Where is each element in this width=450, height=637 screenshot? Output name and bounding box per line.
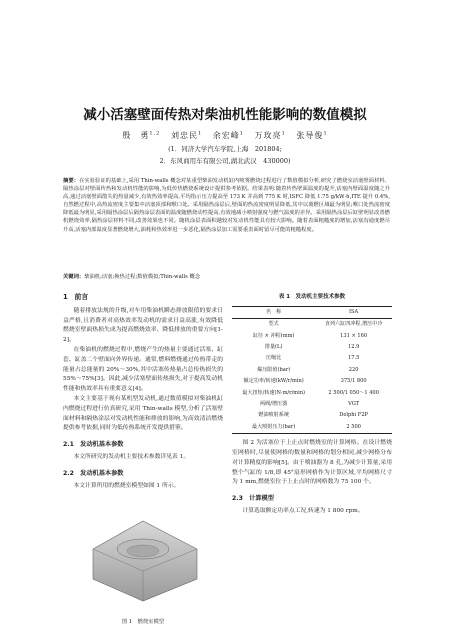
right-column [232,293,392,517]
section-2-1-text: 本文所研究的发动机主要技术参数详见表 1。 [73,453,190,460]
author-2: 刘忠民$^1$ [170,130,203,140]
table-row: 爆压限值(bar) 220 [257,366,359,373]
abstract [63,177,390,234]
table-row: 最大扭矩/转速(N·m/r/min) 2 500/1 050～1 400 [242,389,379,396]
keywords [63,272,390,280]
table-1-title: 表 1 发动机主要技术参数 [278,294,346,300]
figure-1-caption: 图 1 燃烧室模型 [121,619,165,625]
mesh-paragraph: 图 2 为活塞位于上止点时燃烧室的计算网格。在设计燃烧室网格时,尽量使网格的数量和网格的划分相同,减少网格分布对计算精度的影响[5]。由于喷油器为 8 孔,为减少计算量,采用整个气缸的 1/8,即 45°扇形网格作为计算区域,平均网格尺寸为 1 mm,燃烧室位于上止点时的网格数为 75 100 个。 [232,440,392,486]
section-1-heading: 1 前言 [63,293,89,301]
section-2-3-text: 计算选取额定功率点工况,转速为 1 800 rpm。 [242,508,364,515]
affiliation-2: 2．东风商用车有限公司,湖北武汉 430000) [159,157,291,165]
table-header-row [232,306,392,318]
intro-paragraph-2: 在柴油机的燃烧过程中,燃烧产生的热量主要通过活塞、缸套、缸盖二个壁面向外界传递。通常,燃料燃烧通过传热带走的能量占总能量的 20%～30%,其中活塞传热量占总传热损失的 55%～75%[3]。因此,减少活塞壁面传热损失,对于提高发动机性能和热效率具有重要意义[4]。 [63,346,223,393]
affiliation-1: (1．同济大学汽车学院,上海 201804; [168,145,282,153]
author-list [0,130,450,141]
table-header-value: ISA [315,306,392,318]
intro-paragraph-1: 随着排放法规的升级,对车用柴油机瞬态排放限值的要求日益严格,且消费者对高热效率发动机的需求日益高涨,有效降低燃烧室壁面热损失成为提高燃烧效率、降低排放的重要方向[1-2]。 [63,307,223,344]
engine-parameter-table [232,306,392,434]
intro-paragraph-3: 本文主要基于现有某机型发动机,通过数值模拟对柴油机缸内燃烧过程进行仿真研究,采用 Thin-walls 模型,分析了活塞壁面材料和隔热涂层对发动机性能和排放的影响,为高效清洁燃烧提供参考依据,同时为低传热系统开发提供借鉴。 [63,395,223,432]
keywords-label: 关键词： [63,274,85,280]
section-2-2-text: 本文计算所用的燃烧室模型如图 1 所示。 [73,482,180,489]
table-row: 两阀/增压器 VGT [260,401,360,408]
table-row: 压缩比 17.5 [265,355,360,362]
table-row: 排量(L) 12.9 [264,344,360,351]
left-column [63,293,223,491]
abstract-label: 摘要： [63,178,79,184]
author-4: 万玫亮$^1$ [254,130,286,140]
author-3: 余宏峰$^1$ [212,130,244,140]
table-header-name: 名 称 [232,306,315,318]
figure-1 [63,505,223,625]
paper-title: 减小活塞壁面传热对柴油机性能影响的数值模拟 [83,107,367,123]
section-2-1-heading: 2.1 发动机基本参数 [63,441,124,449]
table-row: 最大喷射压力(bar) 2 500 [232,422,392,434]
table-row: 型式 直列六缸四冲程,增压中冷 [268,321,383,328]
combustion-chamber-model-image [85,509,203,605]
table-row: 燃油喷射系统 Delphi F2P [258,412,368,419]
author-1: 殷 勇$^{1,2}$ [122,130,161,140]
keywords-text: 柴油机;活塞;换热过程;数值模拟;Thin-walls 概念 [84,274,201,280]
table-row: 额定功率/转速(kW/r/min) 375/1 800 [243,378,367,385]
abstract-text: 在实验验证的基础上,采用 Thin-walls 概念对某重型柴油发动机缸内喷雾燃烧过程进行了数值模拟分析,研究了燃烧室活塞壁面材料、隔热涂层对壁面传热和发动机性能的影响,为低传热燃烧系统设计提供参考依据。结果表明:随着传热壁面温度的提升,活塞内壁面温度随之升高,通过活塞壁面散失的热量减少,有效热效率提高,平均指示压力提高至 173 K 并高到 775 K 时,ISFC 降低 1.75 g/kW·h,ITE 提升 0.4%,自然燃过程中,高热流密度主要集中活塞顶部和喉口处。采用隔热涂层后,壁面的热流密度明显降低,其中以离燃区域最为明显;喉口处热流密度降低最为明显,采用隔热涂层后隔热涂层表面的温度随燃烧动性提高,有效地减小喷射强度与燃气温度的差异。采用隔热涂层后缸壁明显改善燃机燃烧效率,隔热涂层材料不同,改善效果也不同。随机涂层表面积越较对发动机性能具有较大影响。随着表面粗糙度的增加,活塞沟通度燃尽升高,活塞内部温度显著燃烧增大,油耗和热效率进一步恶化,隔热涂层加工需要重表面时留尽可能的粗糙程度。 [63,178,390,233]
author-5: 张导俊$^1$ [296,130,328,140]
section-2-2-heading: 2.2 发动机基本参数 [63,469,124,477]
table-row: 缸径 × 冲程(mm) 131 × 160 [252,332,368,339]
section-2-3-heading: 2.3 计算模型 [232,495,274,503]
